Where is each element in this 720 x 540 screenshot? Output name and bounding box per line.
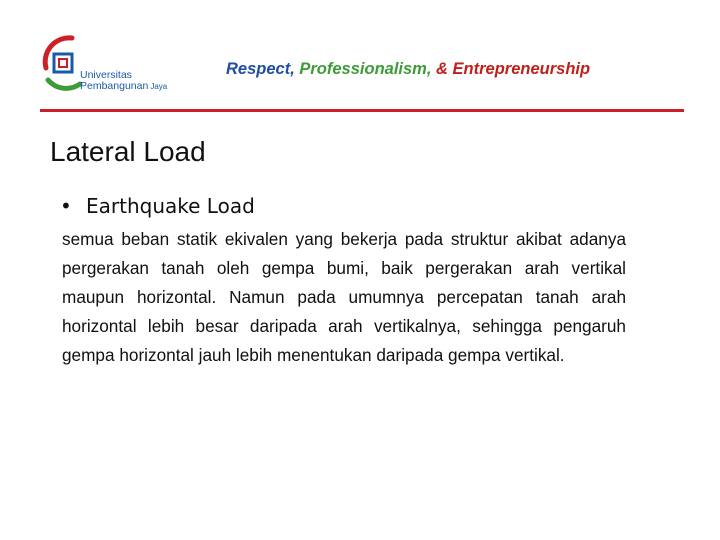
logo-line-universitas: Universitas bbox=[80, 69, 132, 81]
tagline-entrepreneurship: & Entrepreneurship bbox=[436, 60, 591, 78]
tagline-professionalism: Professionalism, bbox=[299, 60, 432, 78]
header-divider bbox=[40, 109, 684, 112]
tagline-respect: Respect, bbox=[226, 60, 295, 78]
university-logo bbox=[38, 34, 178, 102]
logo-word-pembangunan: Pembangunan bbox=[80, 80, 149, 92]
logo-line-pembangunan bbox=[80, 81, 167, 92]
logo-word-jaya: Jaya bbox=[150, 82, 168, 91]
tagline bbox=[226, 60, 590, 79]
body-paragraph: semua beban statik ekivalen yang bekerja pada struktur akibat adanya pergerakan tanah oleh gempa bumi, baik pergerakan arah vertikal maupun horizontal. Namun pada umumnya percepatan tanah arah horizontal lebih besar daripada arah vertikalnya, sehingga pengaruh gempa horizontal jauh lebih menentukan daripada gempa vertikal. bbox=[62, 229, 626, 365]
slide-title: Lateral Load bbox=[50, 136, 206, 167]
logo-emblem-icon bbox=[38, 34, 86, 96]
bullet-label: Earthquake Load bbox=[86, 194, 255, 218]
logo-text bbox=[80, 70, 167, 92]
bullet-dot-icon: • bbox=[60, 194, 72, 218]
bullet-item bbox=[60, 194, 255, 218]
